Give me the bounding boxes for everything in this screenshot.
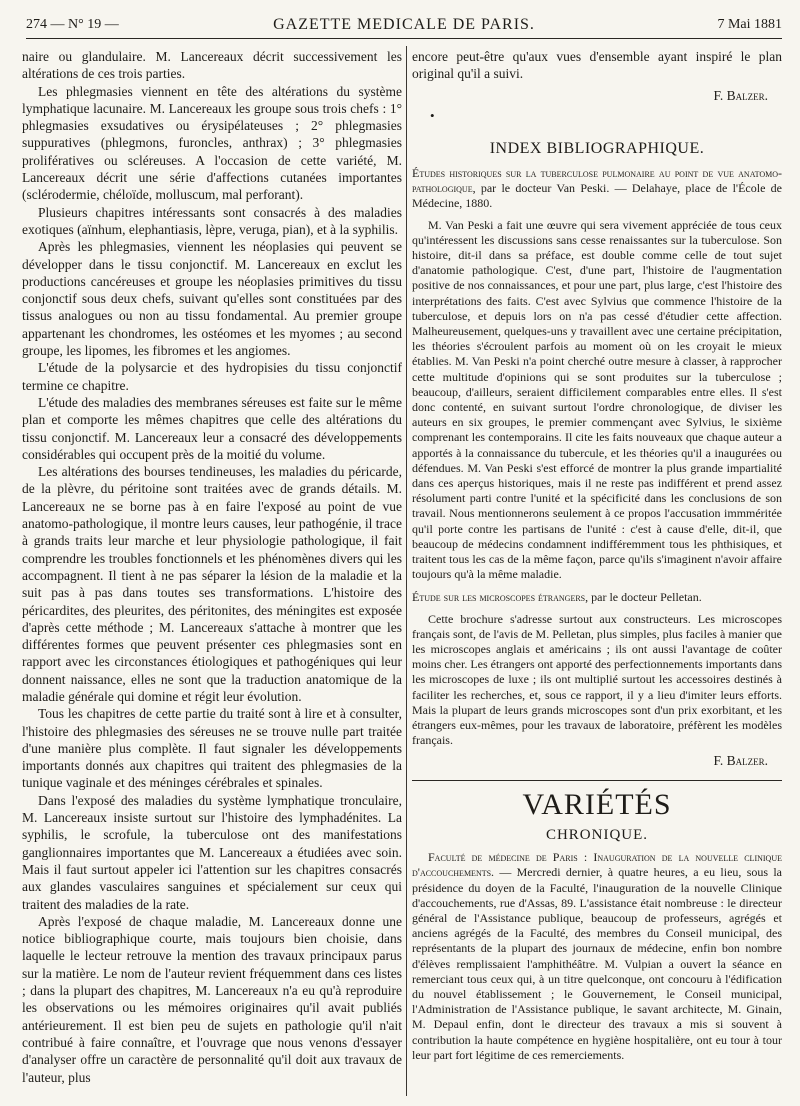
subsection-title-chronique: CHRONIQUE. [545, 827, 649, 844]
section-title-index: INDEX BIBLIOGRAPHIQUE. [489, 139, 705, 157]
paragraph: Les altérations des bourses tendineuses, les maladies du péricarde, de la plèvre, du péritoine sont traitées avec de grands détails. M. Lancereaux ne se borne pas à en faire l'exposé au point de vue anatomo-pathologique, il montre leurs causes, leur pathogénie, il trace à grands traits leur marche et leur physiologie pathologique, il fait comprendre les troubles fonctionnels et les phénomènes divers qui les accompagnent. Il tient à ne pas séparer la lésion de la maladie et la suit pas à pas dans toutes ses transformations. L'histoire des péricardites, des pleurites, des péritonites, des méningites est exposée d'après cette méthode ; M. Lancereaux s'attache à montrer que les différentes formes que peuvent présenter ces phlegmasies sont en rapport avec les circonstances étiologiques et pathogéniques qui leur donnent naissance, elles ne sont que la traduction anatomique de la maladie générale qui domine et régit leur évolution. [22, 464, 402, 704]
paragraph: L'étude de la polysarcie et des hydropisies du tissu conjonctif termine ce chapitre. [22, 360, 402, 393]
page-number: 274 — N° 19 — [26, 17, 119, 32]
bibliography-entry-body: Cette brochure s'adresse surtout aux constructeurs. Les microscopes français sont, de l'avis de M. Pelletan, plus simples, plus faciles à manier que les microscopes anglais et américains ; ils ont aussi l'avantage de coûter moins cher. Les étrangers ont apporté des perfectionnements importants dans les microscopes de luxe ; ils ont multiplié surtout les accessoires destinés à faciliter les recherches, et, sous ce rapport, il y a lieu d'imiter leurs efforts. Mais la plupart de leurs grands microscopes sont d'un prix exorbitant, et les étrangers eux-mêmes, pour les travaux de laboratoire, préfèrent les modèles français. [412, 611, 782, 748]
paragraph: Dans l'exposé des maladies du système lymphatique tronculaire, M. Lancereaux insiste surtout sur l'histoire des lymphadénites. La syphilis, le scrofule, la tuberculose ont des manifestations ganglionnaires importantes que M. Lancereaux a étudiées avec soin. Mais il faut surtout appeler ici l'attention sur les chapitres consacrés aux glandes vasculaires sanguines et spécialement sur ceux qui traitent des maladies de la rate. [22, 792, 402, 912]
journal-title: GAZETTE MEDICALE DE PARIS. [273, 16, 535, 33]
chronique-paragraph [412, 850, 782, 1063]
column-divider [406, 46, 407, 1096]
entry-citation: par le docteur Van Peski. — Delahaye, place de l'École de Médecine, 1880. [412, 181, 782, 211]
chronique-body: — Mercredi dernier, à quatre heures, a eu lieu, sous la présidence du doyen de la Faculté, l'inauguration de la nouvelle Clinique d'accouchements, rue d'Assas, 89. L'assistance était nombreuse : le directeur général de l'Assistance publique, beaucoup de professeurs, agrégés et anciens agrégés de la Faculté, des membres du Conseil municipal, des représentants de la plupart des journaux de médecine, enfin bon nombre d'élèves remplissaient l'amphithéâtre. M. Vulpian a ouvert la séance en remerciant tous ceux qui, à un titre quelconque, ont concouru à l'édification du nouvel établissement ; le Gouvernement, le Conseil municipal, l'Administration de l'Assistance publique, le savant architecte, M. Ginain, M. Depaul enfin, dont le directeur des travaux a mis si souvent à contribution la haute compétence en hygiène hospitalière, ont eu tour à tour leur part fort légitime de ces remerciements. [412, 865, 782, 1062]
section-rule [412, 780, 782, 782]
bullet-mark: • [430, 107, 435, 123]
paragraph: Après l'exposé de chaque maladie, M. Lancereaux donne une notice bibliographique courte, mais toujours bien choisie, dans laquelle le lecteur retrouve la mention des travaux principaux parus sur la matière. Le nom de l'auteur revient fréquemment dans ces listes ; dans la plupart des chapitres, M. Lancereaux n'a eu qu'à reproduire les observations ou les mémoires originaires qu'il avait publiés antérieurement. Il est bien peu de sujets en pathologie qu'il n'ait contribué à faire connaître, et l'ouvrage que nous venons d'essayer d'analyser offre un caractère de personnalité qu'il doit aux travaux de l'auteur, plus [22, 913, 402, 1085]
author-signature: F. Balzer. [713, 87, 768, 103]
bibliography-entry-heading [412, 166, 782, 212]
left-column [22, 48, 402, 1086]
paragraph: naire ou glandulaire. M. Lancereaux décrit successivement les altérations de ces trois parties. [22, 49, 402, 82]
paragraph: Plusieurs chapitres intéressants sont consacrés à des maladies exotiques (aïnhum, elephantiasis, lèpre, veruga, pian), et à la syphilis. [22, 204, 402, 237]
bibliography-entry-body: M. Van Peski a fait une œuvre qui sera vivement appréciée de tous ceux qu'intéressent les discussions sans cesse renaissantes sur la tuberculose. Son histoire, dit-il dans sa préface, est double comme celle de tout sujet d'anatomie pathologique. C'est, d'une part, l'histoire de l'augmentation positive de nos connaissances, et pour une part, plus large, c'est l'histoire des interprétations des faits. C'est avec Sylvius que commence l'histoire de la tuberculose, et depuis lors on n'a pas cessé d'étudier cette affection. Malheureusement, quelques-uns y travaillent avec une certaine précipitation, les théories s'écroulent parfois au moment où on les croyait le mieux établies. M. Van Peski n'a point cherché outre mesure à classer, à rapprocher cette multitude d'opinions qui se sont produites sur la tuberculose ; beaucoup, d'ailleurs, seraient difficilement comparables entre elles. Il s'est donc contenté, en suivant surtout l'ordre chronologique, de diviser les auteurs en six groupes, le premier commençant avec Sylvius, le sixième comprenant les contemporains. Il cite les faits nouveaux que chaque auteur a apportés à la connaissance du tubercule, et les théories qu'il a inaugurées ou défendues. M. Van Peski s'est efforcé de montrer la plus grande impartialité dans ces aperçus historiques, mais il ne reste pas indifférent et prend assez résolument parti contre l'unité et la spécificité dans les conclusions de son travail. Nous mentionnerons seulement à ce propos l'accusation immméritée qu'il porte contre les partisans de l'unité : c'est à cause d'elle, dit-il, que beaucoup de médecins condamnent indifféremment tous les phthisiques, et traitent tous les cas de la même façon, parce qu'ils s'imaginent n'avoir affaire toujours qu'à la même maladie. [412, 217, 782, 582]
bibliography-entry-heading [412, 590, 782, 605]
entry-citation: par le docteur Pelletan. [588, 590, 702, 605]
entry-title: Études historiques sur la tuberculose pulmonaire au point de vue anatomo-pathologique, [412, 165, 782, 196]
entry-title: Étude sur les microscopes étrangers, [412, 590, 589, 605]
section-title-varietes: VARIÉTÉS [522, 788, 672, 822]
issue-date: 7 Mai 1881 [717, 17, 782, 32]
paragraph: L'étude des maladies des membranes séreuses est faite sur le même plan et comporte les mêmes chapitres que celle des altérations du tissu conjonctif. M. Lancereaux leur a consacré des développements considérables qui occupent près de la moitié du volume. [22, 394, 402, 462]
right-column [412, 48, 782, 1063]
paragraph: Tous les chapitres de cette partie du traité sont à lire et à consulter, l'histoire des phlegmasies des séreuses ne se trouve nulle part traitée d'une manière plus complète. Il faut signaler les développements importants donnés aux chapitres qui traitent des phlegmasies de la tunique vaginale et des méninges cérébrales et spinales. [22, 706, 402, 791]
author-signature: F. Balzer. [713, 753, 768, 769]
paragraph: Après les phlegmasies, viennent les néoplasies qui peuvent se développer dans le tissu conjonctif. M. Lancereaux en exclut les productions cancéreuses et groupe les néoplasies primitives du tissu conjonctif sous deux chefs, suivant qu'elles sont constituées par des tissus analogues ou non au tissu fondamental. Au premier groupe appartenant les chondromes, les ostéomes et les myomes ; au second groupe, les lipomes, les fibromes et les angiomes. [22, 239, 402, 359]
continuation-paragraph: encore peut-être qu'aux vues d'ensemble ayant inspiré le plan original qu'il a suivi. [412, 49, 782, 82]
page-header [26, 14, 782, 39]
chronique-lead: Faculté de médecine de Paris : Inauguration de la nouvelle clinique d'accouchements. [412, 850, 782, 880]
paragraph: Les phlegmasies viennent en tête des altérations du système lymphatique lacunaire. M. Lancereaux les groupe sous trois chefs : 1° phlegmasies exsudatives ou érysipélateuses ; 2° phlegmasies suppuratives (phlegmons, furoncles, anthrax) ; 3° phlegmasies prolifératives ou scléreuses. A l'occasion de cette variété, M. Lancereaux décrit une série d'affections cutanées importantes (sclérodermie, chéloïde, molluscum, mal perforant). [22, 83, 402, 203]
